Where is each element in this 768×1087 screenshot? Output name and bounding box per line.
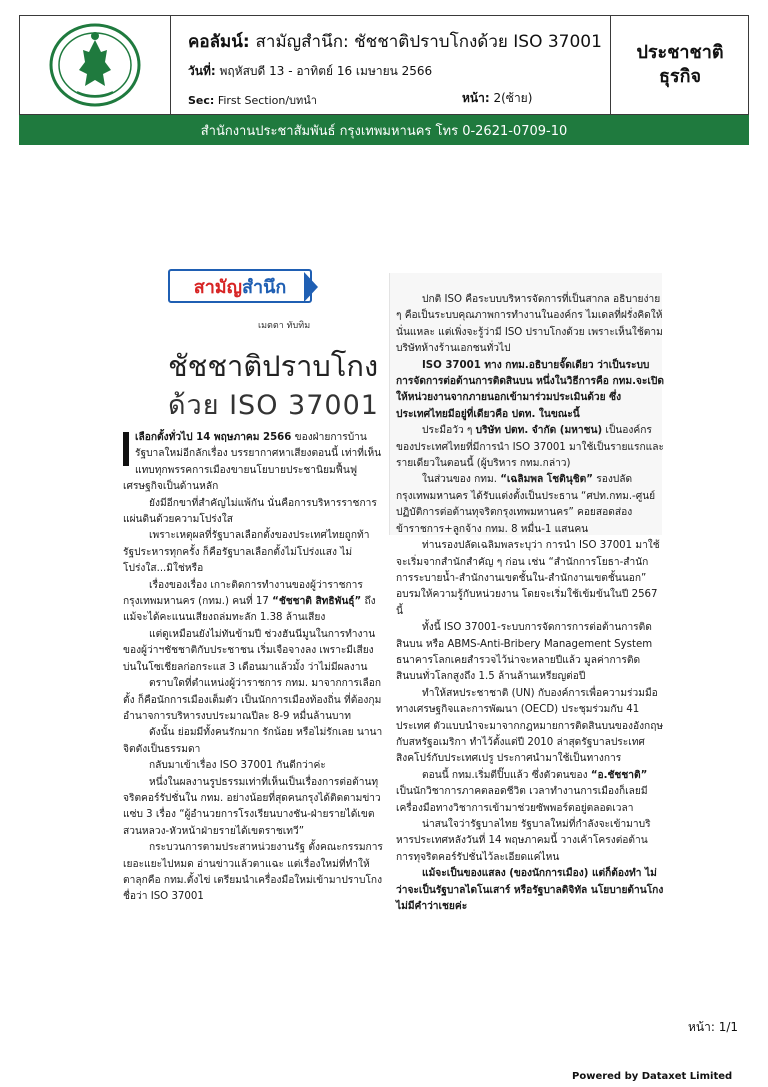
- paragraph: ยังมีอีกขาที่สำคัญไม่แพ้กัน นั่นคือการบริหารราชการแผ่นดินด้วยความโปร่งใส: [123, 497, 377, 526]
- paragraph: ตอนนี้ กทม.เริ่มตีปิ๊บแล้ว ซึ่งตัวตนของ “อ.ชัชชาติ” เป็นนักวิชาการภาคตลอดชีวิต เวลาทำงานการเมืองก็เลยมีเครื่องมือทางวิชาการเข้ามาช่วยซัพพอร์ตอยู่ตลอดเวลา: [396, 769, 648, 814]
- paragraph: ISO 37001 ทาง กทม.อธิบายจั๊ดเดียว ว่าเป็นระบบการจัดการต่อต้านการติดสินบน หนึ่งในวิธีการคือ กทม.จะเปิดให้หน่วยงานจากภายนอกเข้ามาร่วมประเมินด้วย ซึ่งประเทศไทยมีอยู่ที่เดียวคือ ปตท. ในขณะนี้: [396, 359, 664, 420]
- paragraph: หนึ่งในผลงานรูปธรรมเท่าที่เห็นเป็นเรื่องการต่อต้านทุจริตคอร์รัปชั่นใน กทม. อย่างน้อยที่สุดคนกรุงได้ติดตามข่าวแซ่บ 3 เรื่อง “ผู้อำนวยการโรงเรียนบางชัน-ฝ่ายรายได้เขตสวนหลวง-หัวหน้าฝ่ายรายได้เขตราชเทวี”: [123, 776, 381, 837]
- banner-arrow-icon: [304, 272, 318, 302]
- issue-date: วันที่: พฤหัสบดี 13 - อาทิตย์ 16 เมษายน 2566: [188, 64, 433, 78]
- dropcap-bar: [123, 432, 129, 466]
- article-left-column: [123, 430, 385, 906]
- headline-line2: ด้วย ISO 37001: [168, 390, 379, 421]
- page-count: หน้า: 1/1: [688, 1020, 739, 1034]
- page-info: หน้า: 2(ซ้าย): [462, 91, 533, 105]
- author-name: เมตตา ทับทิม: [258, 321, 311, 331]
- bangkok-seal-icon: [47, 22, 143, 108]
- paragraph: ทำให้สหประชาชาติ (UN) กับองค์การเพื่อความร่วมมือทางเศรษฐกิจและการพัฒนา (OECD) ประชุมร่วมกับ 41 ประเทศ ตัวแบบนำจะมาจากกฎหมายการติดสินบนของอังกฤษกับสหรัฐอเมริกา ทำไว้ตั้งแต่ปี 2010 ล่าสุดรัฐบาลประเทศสิงคโปร์กับประเทศเปรู ประกาศนำมาใช้เป็นทางการ: [396, 687, 664, 765]
- paragraph: ดังนั้น ย่อมมีทั้งคนรักมาก รักน้อย หรือไม่รักเลย นานาจิตตังเป็นธรรมดา: [123, 727, 383, 755]
- paragraph: ตราบใดที่ตำแหน่งผู้ว่าราชการ กทม. มาจากการเลือกตั้ง ก็คือนักการเมืองเต็มตัว เป็นนักการเมืองท้องถิ่น ที่ต้องกุมอำนาจการบริหารงบประมาณปีละ 8-9 หมื่นล้านบาท: [123, 678, 382, 722]
- paragraph: ท่านรองปลัดเฉลิมพลระบุว่า การนำ ISO 37001 มาใช้จะเริ่มจากสำนักสำคัญ ๆ ก่อน เช่น “สำนักการโยธา-สำนักการระบายน้ำ-สำนักงานเขตชั้นใน-สำนักงานเขตชั้นนอก” อบรมให้ความรู้กับหน่วยงาน โดยจะเริ่มใช้เข้มข้นในปี 2567 นี้: [396, 540, 660, 617]
- paragraph: ประมือวัว ๆ บริษัท ปตท. จำกัด (มหาชน) เป็นองค์กรของประเทศไทยที่มีการนำ ISO 37001 มาใช้เป็นรายแรกและรายเดียวในตอนนี้ (ผู้บริหาร กทม.กล่าว): [396, 425, 664, 470]
- paragraph: เรื่องของเรื่อง เกาะติดการทำงานของผู้ว่าราชการกรุงเทพมหานคร (กทม.) คนที่ 17 “ชัชชาติ สิทธิพันธุ์” ถึงแม้จะได้คะแนนเสียงถล่มทะลัก 1.38 ล้านเสียง: [123, 579, 376, 624]
- banner-box: สามัญ สำนึก: [168, 269, 312, 303]
- paragraph: กระบวนการตามประสาหน่วยงานรัฐ ตั้งคณะกรรมการเยอะแยะไปหมด อ่านข่าวแล้วตาแฉะ แต่เรื่องใหม่ที่ทำให้ตาลุกคือ กทม.ตั้งไข่ เตรียมนำเครื่องมือใหม่เข้ามาปราบโกงชื่อว่า ISO 37001: [123, 842, 383, 903]
- paragraph: ทั้งนี้ ISO 37001-ระบบการจัดการการต่อต้านการติดสินบน หรือ ABMS-Anti-Bribery Management System ธนาคารโลกเคยสำรวจไว้น่าจะหลายปีแล้ว มูลค่าการติดสินบนทั่วโลกสูงถึง 1.5 ล้านล้านเหรียญต่อปี: [396, 622, 653, 683]
- paragraph: เพราะเหตุผลที่รัฐบาลเลือกตั้งของประเทศไทยถูกท้ารัฐประหารทุกครั้ง ก็คือรัฐบาลเลือกตั้งไม่โปร่งแสง ไม่โปร่งใส...มิใช่หรือ: [123, 530, 370, 575]
- paragraph: กลับมาเข้าเรื่อง ISO 37001 กันดีกว่าค่ะ: [149, 760, 326, 772]
- logo-cell: [20, 16, 171, 114]
- meta-cell: [170, 16, 610, 114]
- clipping-header: [19, 15, 749, 115]
- paragraph: น่าสนใจว่ารัฐบาลไทย รัฐบาลใหม่ที่กำลังจะเข้ามาบริหารประเทศหลังวันที่ 14 พฤษภาคมนี้ วางเค้าโครงต่อต้านการทุจริตคอร์รัปชั่นไว้ละเอียดแค่ไหน: [396, 819, 651, 863]
- headline-line1: ชัชชาติปราบโกง: [168, 349, 379, 383]
- paragraph: แต่ดูเหมือนยังไม่ทันข้ามปี ช่วงฮันนีมูนในการทำงานของผู้ว่าฯชัชชาติกับประชาชน เริ่มเจือจางลง เพราะมีเสียงบ่นในโซเชียลก่อกระแส 3 เดือนมาแล้วมั้ง ว่าไม่มีผลงาน: [123, 628, 376, 673]
- paragraph: ปกติ ISO คือระบบบริหารจัดการที่เป็นสากล อธิบายง่าย ๆ คือเป็นระบบคุณภาพการทำงานในองค์กร ไมเดลที่ฝรั่งคิดให้นั่นแหละ แต่เพิ่งจะรู้ว่ามี ISO ปราบโกงด้วย เพราะเห็นใช้ตามบริษัทห้างร้านเอกชนทั่วไป: [396, 294, 663, 355]
- publication-name: ประชาชาติ ธุรกิจ: [610, 16, 749, 114]
- agency-bar: สำนักงานประชาสัมพันธ์ กรุงเทพมหานคร โทร 0-2621-0709-10: [19, 115, 749, 145]
- paragraph: ในส่วนของ กทม. “เฉลิมพล โชตินุชิต” รองปลัดกรุงเทพมหานคร ได้รับแต่งตั้งเป็นประธาน “ศปท.กทม.-ศูนย์ปฏิบัติการต่อต้านทุจริตกรุงเทพมหานคร” คอยสอดส่องข้าราชการ+ลูกจ้าง กทม. 8 หมื่น-1 แสนคน: [396, 474, 656, 535]
- article-right-column: [396, 292, 664, 915]
- powered-by: Powered by Dataxet Limited: [572, 1071, 733, 1082]
- section-info: Sec: First Section/บทนำ: [188, 94, 317, 107]
- paragraph: แม้จะเป็นของแสลง (ของนักการเมือง) แต่ก็ต้องทำ ไม่ว่าจะเป็นรัฐบาลไดโนเสาร์ หรือรัฐบาลดิจิทัล นโยบายต้านโกงไม่มีคำว่าเชยค่ะ: [396, 868, 664, 913]
- column-banner: [168, 269, 322, 305]
- column-title: คอลัมน์: สามัญสำนึก: ชัชชาติปราบโกงด้วย ISO 37001: [188, 32, 602, 52]
- paragraph: เลือกตั้งทั่วไป 14 พฤษภาคม 2566 ของฝ่ายการบ้านรัฐบาลใหม่อีกลักเรื่อง บรรยากาศหาเสียงตอนนี้ เท่าที่เห็นแทบทุกพรรคการเมืองขายนโยบายประชานิยมฟื้นฟูเศรษฐกิจเป็นด้านหลัก: [123, 432, 382, 493]
